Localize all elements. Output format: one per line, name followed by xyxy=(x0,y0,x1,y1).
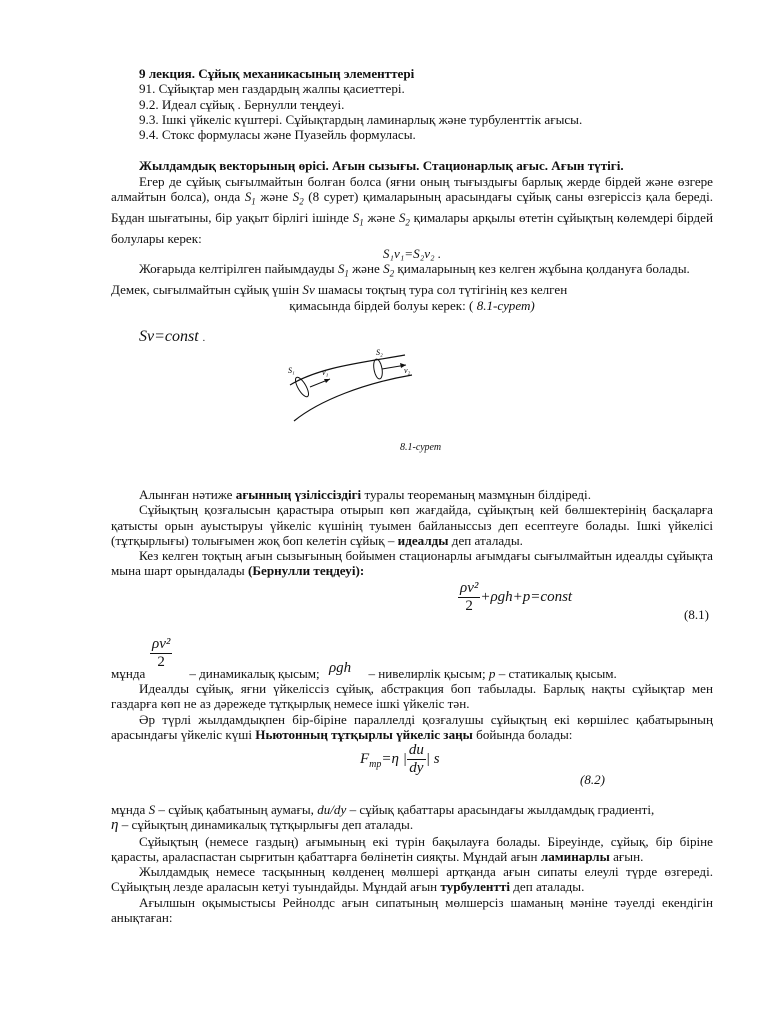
paragraph-continuity-end: қимасында бірдей болуы керек: ( 8.1-сурет) xyxy=(289,297,535,313)
toc-item: 9.4. Стокс формуласы және Пуазейль формуласы. xyxy=(139,127,416,143)
toc-item: 91. Сұйықтар мен газдардың жалпы қасиеттері. xyxy=(139,81,405,97)
paragraph-real-fluids: Идеалды сұйық, яғни үйкеліссіз сұйық, абстракция боп табылады. Барлық нақты сұйықтар мен газдарға көп не аз дәрежеде тұтқырлық немесе ішкі үйкеліс тән. xyxy=(111,681,713,712)
label-s1: S₁ xyxy=(288,366,295,375)
cross-section-s2 xyxy=(372,358,383,379)
tube-lower-wall xyxy=(294,375,412,421)
equation-number-8-1: (8.1) xyxy=(684,607,709,622)
figure-caption: 8.1-сурет xyxy=(400,442,442,453)
equation-newton-friction: $F_{mp}=\eta$ | $\frac{du}{dy}$ | s xyxy=(360,742,440,776)
paragraph-viscosity-def: η – сұйықтың динамикалық тұтқырлығы деп аталады. xyxy=(111,817,414,834)
equation-number-8-2: (8.2) xyxy=(580,772,605,787)
label-v1: v₁ xyxy=(322,368,329,377)
equation-sv-const: Sv=const . xyxy=(139,328,206,345)
paragraph-bernoulli: Кез келген тоқтың ағын сызығының бойымен стационарлы ағымдағы сығылмайтын идеалды сұйықта мына шарт орындалады (Бернулли теңдеуі): xyxy=(111,548,713,579)
document-page-flow-types xyxy=(111,802,713,925)
section-heading: Жылдамдық векторының өрісі. Ағын сызығы. Стационарлық ағыс. Ағын түтігі. xyxy=(139,158,624,174)
paragraph-turbulent: Жылдамдық немесе тасқынның көлденең мөлшері артқанда ағын сипаты елеулі түрде өзгереді. Сұйықтың лезде араласын кетуі туындайды. Мұндай ағын турбулентті деп аталады. xyxy=(111,864,713,895)
label-v2: v₂ xyxy=(404,366,411,375)
table-of-contents xyxy=(111,81,713,142)
paragraph-ideal-fluid: Сұйықтың қозғалысын қарастыра отырып көп жағдайда, сұйықтың кей бөлшектерінің басқаларға қатысты орын ауыстыруы үйкеліс күшінің туымен байланыссыз деп есептеуге болады. Ішкі үйкелісі (тұтқырлығы) толығымен жоқ боп келетін сұйық – идеалды деп аталады. xyxy=(111,502,713,548)
equation-bernoulli: $\frac{\text{ρv²}}{2}$ +ρgh+p=const xyxy=(460,580,573,614)
label-s2: S₂ xyxy=(376,348,383,357)
paragraph-continuity: Жоғарыда келтірілген пайымдауды $S_1$ және $S_2$ қималарының кез келген жұбына қолдануға болады. Демек, сығылмайтын сұйық үшін Sv шамасы тоқтың тура сол түтігінің кез келген xyxy=(111,261,690,298)
paragraph-gradient: мұнда S – сұйық қабатының аумағы, du/dy – сұйық қабаттары арасындағы жылдамдық градиенті, xyxy=(111,802,655,817)
toc-item: 9.2. Идеал сұйық . Бернулли теңдеуі. xyxy=(139,96,345,112)
paragraph-newton-law: Әр түрлі жылдамдықпен бір-біріне параллелді қозғалушы сұйықтың екі көршілес қабатырының арасындағы үйкеліс күші Ньютонның тұтқырлы үйкеліс заңы бойында болады: xyxy=(111,711,713,742)
dynamic-pressure-fraction: $\frac{\text{ρv²}}{2}$ xyxy=(152,636,171,670)
paragraph-laminar: Сұйықтың (немесе газдың) ағымының екі түрін бақылауға болады. Біреуінде, сұйық, бір біріне қарасты, араласпастан сырғитын қабаттарға бөлінетін сияқты. Мұндай ағын ламинарлы ағын. xyxy=(111,833,713,864)
paragraph-incompressible: Егер де сұйық сығылмайтын болған болса (яғни оның тығыздығы барлық жерде бірдей және өзгере алмайтын болса), онда $S_1$ және $S_2$ (8 сурет) қималарының арасындағы сұйық саны өзгеріссіз қала береді. Бұдан шығатыны, бір уақыт бірлігі ішінде $S_1$ және $S_2$ қималары арқылы өтетін сұйықтың көлемдері бірдей болулары керек: xyxy=(111,173,713,246)
document-page-viscosity xyxy=(111,681,713,742)
toc-item: 9.3. Ішкі үйкеліс күштері. Сұйықтардың ламинарлық және турбуленттік ағысы. xyxy=(139,111,583,127)
document-page-lower xyxy=(111,487,713,579)
paragraph-continuity-theorem: Алынған нәтиже ағынның үзіліссіздігі туралы теореманың мазмұнын білдіреді. xyxy=(139,487,591,502)
equation-continuity: S₁v₁=S₂v₂ . xyxy=(382,246,442,262)
paragraph-reynolds: Ағылшын оқымыстысы Рейнолдс ағын сипатының мөлшерсіз шаманың мәніне тәуелді екендігін анықтаған: xyxy=(111,894,713,926)
lecture-title: 9 лекция. Сұйық механикасының элементтері xyxy=(139,66,415,81)
paragraph-pressure-terms: мұнда – динамикалық қысым; ρgh – нивелирлік қысым; p – статикалық қысым. xyxy=(111,660,617,681)
flow-tube-figure xyxy=(280,345,420,425)
document-page xyxy=(111,66,713,313)
